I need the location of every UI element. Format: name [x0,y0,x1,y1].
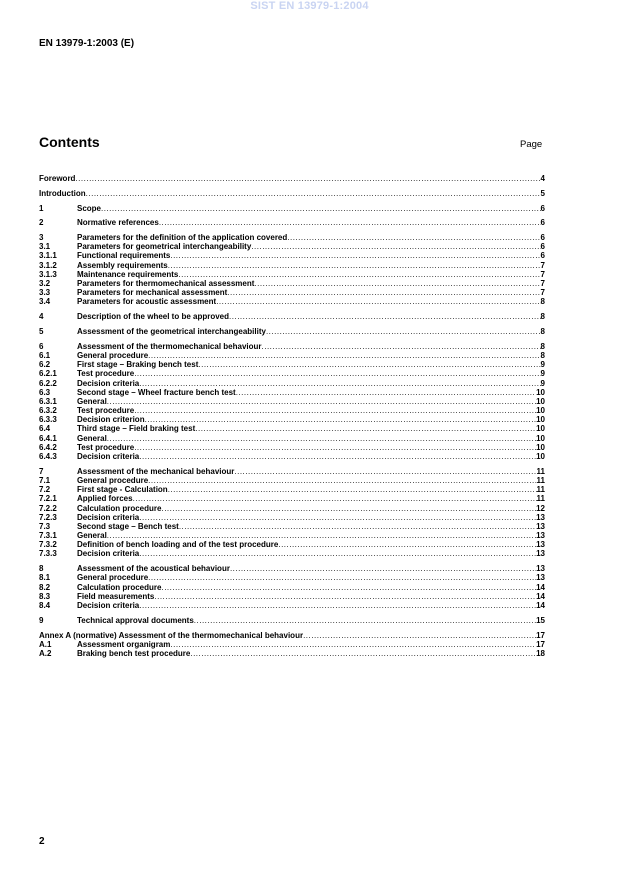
toc-entry[interactable] [39,174,545,183]
toc-dot-leader [134,443,536,452]
toc-entry-title: Parameters for the definition of the application covered [77,233,288,243]
toc-entry-number: 7.2.3 [39,512,57,522]
toc-entry-number: 3.2 [39,279,51,289]
toc-entry-title: Assembly requirements [77,260,168,270]
toc-entry-number: 6.3.2 [39,406,57,416]
toc-entry-title: Field measurements [77,591,155,601]
toc-entry[interactable] [39,649,545,658]
toc-entry-page: 6 [540,203,545,213]
toc-entry-title: Annex A (normative) Assessment of the thermomechanical behaviour [39,630,304,640]
toc-entry-title: General procedure [77,573,149,583]
toc-dot-leader [134,369,540,378]
toc-dot-leader [139,513,536,522]
toc-entry-number: 7.2.2 [39,503,57,513]
toc-entry-number: 6 [39,341,44,351]
toc-entry-page: 10 [536,452,545,462]
toc-entry-number: 7.3 [39,521,51,531]
toc-entry-number: 6.2.2 [39,378,57,388]
toc-entry-number: 3.4 [39,297,51,307]
toc-entry[interactable] [39,388,545,397]
toc-dot-leader [139,452,536,461]
toc-entry-page: 7 [540,288,545,298]
toc-dot-leader [194,616,536,625]
toc-entry[interactable] [39,242,545,251]
toc-entry[interactable] [39,327,545,336]
toc-entry-title: Assessment of the geometrical interchangeability [77,327,266,336]
toc-entry-page: 8 [540,327,545,336]
toc-entry-page: 5 [540,188,545,198]
toc-entry[interactable] [39,397,545,406]
toc-dot-leader [234,467,536,476]
toc-entry-number: 3 [39,233,44,243]
toc-entry-page: 6 [540,233,545,243]
toc-entry-title: First stage - Calculation [77,485,168,495]
toc-entry-title: First stage – Braking bench test [77,360,199,370]
toc-entry-title: Test procedure [77,369,135,379]
toc-entry[interactable] [39,550,545,559]
page-column-label: Page [520,139,543,150]
toc-entry-page: 13 [536,540,545,550]
toc-entry-page: 9 [540,360,545,370]
toc-entry-page: 13 [536,521,545,531]
toc-entry-page: 13 [536,531,545,541]
toc-entry[interactable] [39,452,545,461]
toc-entry-number: 7.3.1 [39,531,57,541]
toc-entry-title: Maintenance requirements [77,269,179,279]
toc-entry-page: 11 [536,485,545,495]
toc-entry-page: 8 [540,297,545,307]
toc-entry-page: 9 [540,369,545,379]
toc-entry-title: Decision criteria [77,452,140,462]
toc-entry-number: 2 [39,218,44,228]
toc-dot-leader [161,583,536,592]
toc-entry[interactable] [39,476,545,485]
toc-entry-number: 6.4.1 [39,433,57,443]
toc-entry-page: 13 [536,512,545,522]
toc-entry[interactable] [39,583,545,592]
toc-entry-page: 14 [536,591,545,601]
toc-entry-page: 6 [540,218,545,228]
toc-entry-page: 10 [536,406,545,416]
toc-entry-title: Scope [77,203,102,213]
toc-entry[interactable] [39,424,545,433]
toc-entry-number: 6.2 [39,360,51,370]
toc-entry[interactable] [39,312,545,321]
toc-dot-leader [139,379,540,388]
toc-dot-leader [236,388,536,397]
toc-entry[interactable] [39,379,545,388]
toc-entry-page: 17 [536,630,545,640]
toc-dot-leader [168,261,541,270]
toc-dot-leader [170,252,540,261]
toc-entry-page: 14 [536,582,545,592]
toc-entry-title: Applied forces [77,494,133,504]
toc-entry-page: 10 [536,415,545,425]
toc-entry-number: 6.3 [39,387,51,397]
toc-entry[interactable] [39,616,545,625]
toc-entry-number: A.2 [39,648,52,658]
toc-entry-number: 6.2.1 [39,369,57,379]
toc-entry-number: 7.3.3 [39,549,57,559]
toc-entry-title: General [77,433,107,443]
contents-heading: Contents [39,134,100,150]
toc-entry-title: General [77,531,107,541]
toc-dot-leader [159,218,541,227]
toc-entry-page: 11 [536,466,545,476]
toc-entry[interactable] [39,485,545,494]
toc-entry-title: Braking bench test procedure [77,648,191,658]
document-id: EN 13979-1:2003 (E) [39,38,135,49]
toc-entry[interactable] [39,434,545,443]
toc-entry-title: Introduction [39,188,86,198]
toc-dot-leader [107,434,536,443]
toc-entry[interactable] [39,573,545,582]
toc-dot-leader [251,242,540,251]
toc-entry-title: General procedure [77,350,149,360]
toc-dot-leader [86,189,541,198]
toc-entry-page: 7 [540,269,545,279]
toc-entry-title: Definition of bench loading and of the test procedure [77,540,279,550]
toc-dot-leader [161,504,536,513]
toc-entry-page: 13 [536,549,545,559]
toc-entry[interactable] [39,406,545,415]
toc-entry-page: 10 [536,424,545,434]
toc-dot-leader [216,297,540,306]
toc-entry-page: 8 [540,350,545,360]
toc-entry-page: 13 [536,564,545,574]
toc-entry-title: Calculation procedure [77,582,162,592]
toc-entry-title: Description of the wheel to be approved [77,312,230,322]
toc-entry-number: 8.2 [39,582,51,592]
toc-entry[interactable] [39,270,545,279]
toc-entry-title: Decision criteria [77,601,140,611]
toc-entry[interactable] [39,631,545,640]
toc-dot-leader [101,204,541,213]
toc-entry-title: Assessment of the acoustical behaviour [77,564,230,574]
toc-dot-leader [168,485,537,494]
toc-dot-leader [266,327,541,336]
toc-entry-title: Second stage – Wheel fracture bench test [77,387,236,397]
toc-dot-leader [287,233,540,242]
toc-entry-page: 18 [536,648,545,658]
toc-dot-leader [133,494,537,503]
toc-entry-number: 3.1.1 [39,251,57,261]
toc-entry-page: 17 [536,639,545,649]
toc-entry-page: 13 [536,573,545,583]
toc-entry-number: 8.1 [39,573,51,583]
toc-entry-number: 4 [39,312,44,322]
toc-dot-leader [107,531,536,540]
toc-dot-leader [139,550,536,559]
toc-entry-number: 7.2.1 [39,494,57,504]
toc-entry-title: Assessment organigram [77,639,171,649]
toc-entry[interactable] [39,288,545,297]
toc-entry-title: Test procedure [77,442,135,452]
toc-entry[interactable] [39,360,545,369]
toc-entry[interactable] [39,513,545,522]
toc-entry[interactable] [39,467,545,476]
toc-entry-number: 8 [39,564,44,574]
toc-dot-leader [303,631,536,640]
toc-dot-leader [195,424,536,433]
toc-entry-title: Parameters for acoustic assessment [77,297,217,307]
toc-dot-leader [178,270,540,279]
toc-entry-page: 10 [536,396,545,406]
toc-entry-title: Normative references [77,218,159,228]
toc-entry-page: 8 [540,312,545,322]
toc-entry-title: Calculation procedure [77,503,162,513]
toc-entry-number: 3.1.3 [39,269,57,279]
toc-entry-page: 4 [540,174,545,183]
toc-entry-number: 1 [39,203,44,213]
toc-entry[interactable] [39,443,545,452]
toc-dot-leader [230,564,536,573]
toc-entry[interactable] [39,494,545,503]
toc-entry[interactable] [39,233,545,242]
toc-entry-number: 6.3.1 [39,396,57,406]
toc-entry[interactable] [39,369,545,378]
page-number: 2 [39,836,45,847]
toc-entry[interactable] [39,522,545,531]
toc-dot-leader [278,540,536,549]
toc-entry[interactable] [39,279,545,288]
toc-entry-page: 6 [540,242,545,252]
toc-entry-number: 6.4.3 [39,452,57,462]
toc-entry[interactable] [39,592,545,601]
toc-entry-number: 8.3 [39,591,51,601]
toc-entry-number: 3.3 [39,288,51,298]
toc-entry-number: 7.2 [39,485,51,495]
toc-entry-title: Decision criteria [77,549,140,559]
toc-dot-leader [148,351,540,360]
toc-entry-title: Decision criteria [77,378,140,388]
toc-entry[interactable] [39,189,545,198]
toc-entry[interactable] [39,540,545,549]
toc-entry-title: Functional requirements [77,251,171,261]
toc-entry-number: 3.1 [39,242,51,252]
toc-entry-number: 7 [39,466,44,476]
toc-entry-title: General procedure [77,476,149,485]
table-of-contents [39,174,545,658]
toc-dot-leader [107,397,536,406]
toc-entry[interactable] [39,601,545,610]
toc-entry[interactable] [39,218,545,227]
toc-entry[interactable] [39,297,545,306]
toc-entry-title: Assessment of the mechanical behaviour [77,466,235,476]
toc-entry-number: 7.3.2 [39,540,57,550]
toc-entry[interactable] [39,531,545,540]
toc-dot-leader [190,649,536,658]
toc-entry[interactable] [39,564,545,573]
toc-dot-leader [154,592,536,601]
toc-entry-number: 6.3.3 [39,415,57,425]
toc-entry-title: Parameters for thermomechanical assessment [77,279,255,289]
toc-entry-number: 3.1.2 [39,260,57,270]
toc-entry-page: 15 [536,615,545,625]
toc-entry-page: 10 [536,387,545,397]
toc-dot-leader [145,415,537,424]
toc-entry-page: 12 [536,503,545,513]
toc-entry[interactable] [39,504,545,513]
toc-entry-number: A.1 [39,639,52,649]
toc-dot-leader [179,522,536,531]
toc-entry-page: 10 [536,433,545,443]
toc-entry-title: Decision criterion [77,415,145,425]
toc-entry-number: 6.4.2 [39,442,57,452]
toc-entry-page: 6 [540,251,545,261]
toc-entry-page: 10 [536,442,545,452]
toc-entry-title: Parameters for mechanical assessment [77,288,228,298]
toc-entry[interactable] [39,204,545,213]
toc-entry-number: 6.4 [39,424,51,434]
toc-entry-page: 7 [540,279,545,289]
toc-entry-title: General [77,396,107,406]
toc-entry-page: 7 [540,260,545,270]
toc-dot-leader [198,360,540,369]
toc-entry[interactable] [39,640,545,649]
toc-dot-leader [75,174,540,183]
toc-entry-page: 11 [536,494,545,504]
toc-dot-leader [254,279,540,288]
toc-dot-leader [227,288,540,297]
toc-entry-page: 11 [536,476,545,485]
toc-entry-page: 8 [540,341,545,351]
toc-entry-page: 14 [536,601,545,611]
toc-entry-title: Test procedure [77,406,135,416]
toc-entry[interactable] [39,261,545,270]
toc-dot-leader [229,312,541,321]
toc-entry-page: 9 [540,378,545,388]
toc-entry-number: 8.4 [39,601,51,611]
toc-entry-title: Decision criteria [77,512,140,522]
toc-entry-number: 9 [39,615,44,625]
toc-entry-title: Foreword [39,174,76,183]
toc-entry-number: 7.1 [39,476,51,485]
toc-dot-leader [170,640,536,649]
toc-entry-number: 5 [39,327,44,336]
toc-entry-title: Assessment of the thermomechanical behaviour [77,341,262,351]
toc-entry-number: 6.1 [39,350,51,360]
toc-entry-title: Third stage – Field braking test [77,424,196,434]
toc-entry-title: Technical approval documents [77,615,194,625]
toc-entry[interactable] [39,415,545,424]
toc-entry[interactable] [39,351,545,360]
toc-entry[interactable] [39,252,545,261]
toc-dot-leader [148,476,536,485]
toc-dot-leader [134,406,536,415]
toc-dot-leader [148,573,536,582]
toc-entry-title: Second stage – Bench test [77,521,179,531]
toc-entry[interactable] [39,342,545,351]
watermark: SIST EN 13979-1:2004 [250,0,369,12]
toc-dot-leader [139,601,536,610]
toc-entry-title: Parameters for geometrical interchangeability [77,242,252,252]
toc-dot-leader [262,342,541,351]
